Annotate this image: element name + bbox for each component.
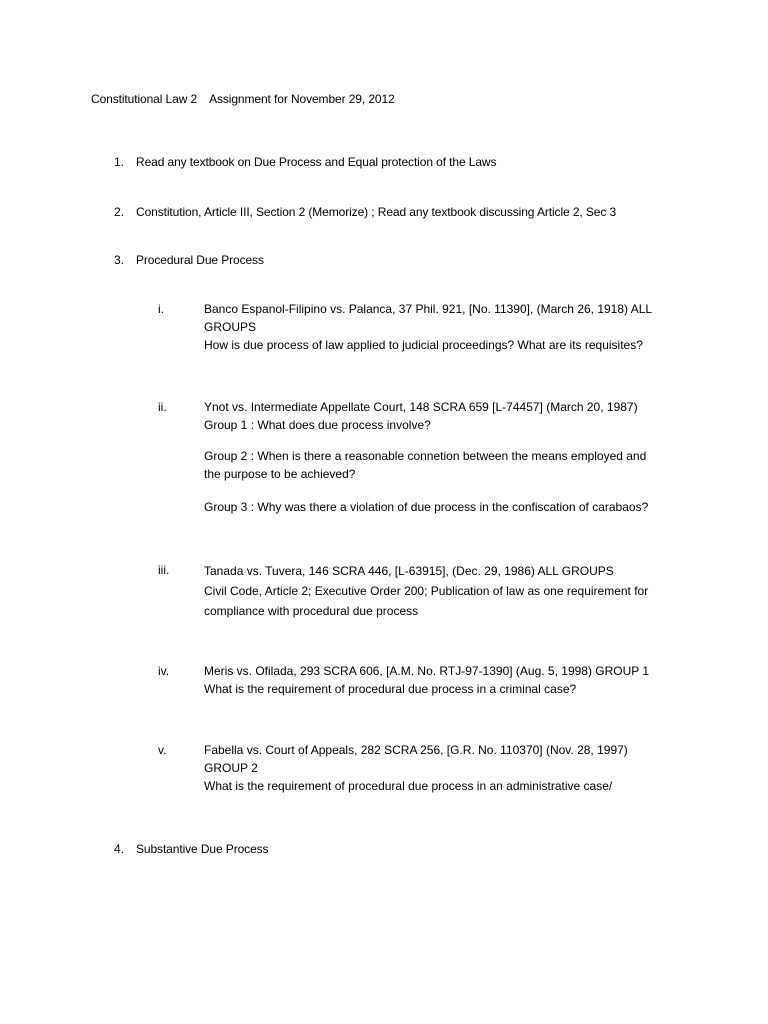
subitem-v-marker: v. [158,743,167,757]
subitem-iii-case: Tanada vs. Tuvera, 146 SCRA 446, [L-63915], (Dec. 29, 1986) ALL GROUPS [204,564,614,578]
item-4-marker: 4. [114,842,125,856]
subitem-iv-marker: iv. [158,664,170,678]
subitem-ii-group-1: Group 1 : What does due process involve? [204,418,431,432]
subitem-v-case: Fabella vs. Court of Appeals, 282 SCRA 256, [G.R. No. 110370] (Nov. 28, 1997) [204,743,628,757]
subitem-i-question: How is due process of law applied to judicial proceedings? What are its requisites? [204,338,643,352]
subitem-i-block [204,300,704,354]
subitem-ii-group-3: Group 3 : Why was there a violation of due process in the confiscation of carabaos? [204,500,649,514]
item-3-marker: 3. [114,253,125,267]
subitem-i-marker: i. [158,302,164,316]
item-4-text: Substantive Due Process [136,842,269,856]
subitem-ii-block [204,398,704,434]
subitem-ii-group-3-block [204,498,704,516]
item-1-marker: 1. [114,155,125,169]
course-name: Constitutional Law 2 [91,92,198,106]
subitem-iv-question: What is the requirement of procedural due process in a criminal case? [204,682,577,696]
document-title [91,90,395,108]
subitem-v-block [204,741,704,795]
subitem-iii-marker: iii. [158,563,170,577]
subitem-ii-case: Ynot vs. Intermediate Appellate Court, 148 SCRA 659 [L-74457] (March 20, 1987) [204,400,638,414]
item-2-marker: 2. [114,205,125,219]
subitem-ii-group-2: Group 2 : When is there a reasonable connetion between the means employed and [204,449,647,463]
subitem-v-groups: GROUP 2 [204,761,258,775]
subitem-ii-group-2-cont: the purpose to be achieved? [204,467,356,481]
subitem-iv-block [204,662,704,698]
subitem-i-groups: GROUPS [204,320,257,334]
subitem-ii-marker: ii. [158,400,167,414]
subitem-iii-detail-cont: compliance with procedural due process [204,604,419,618]
subitem-v-question: What is the requirement of procedural due process in an administrative case/ [204,779,613,793]
subitem-iv-case: Meris vs. Ofilada, 293 SCRA 606, [A.M. No. RTJ-97-1390] (Aug. 5, 1998) GROUP 1 [204,664,650,678]
subitem-i-case: Banco Espanol-Filipino vs. Palanca, 37 Phil. 921, [No. 11390], (March 26, 1918) ALL [204,302,653,316]
subitem-iii-block [204,561,704,621]
item-1-text: Read any textbook on Due Process and Equal protection of the Laws [136,155,497,169]
assignment-date: Assignment for November 29, 2012 [209,92,395,106]
item-3-text: Procedural Due Process [136,253,264,267]
subitem-iii-detail: Civil Code, Article 2; Executive Order 200; Publication of law as one requirement for [204,584,649,598]
subitem-ii-group-2-block [204,447,704,483]
item-2-text: Constitution, Article III, Section 2 (Memorize) ; Read any textbook discussing Article 2, Sec 3 [136,205,617,219]
